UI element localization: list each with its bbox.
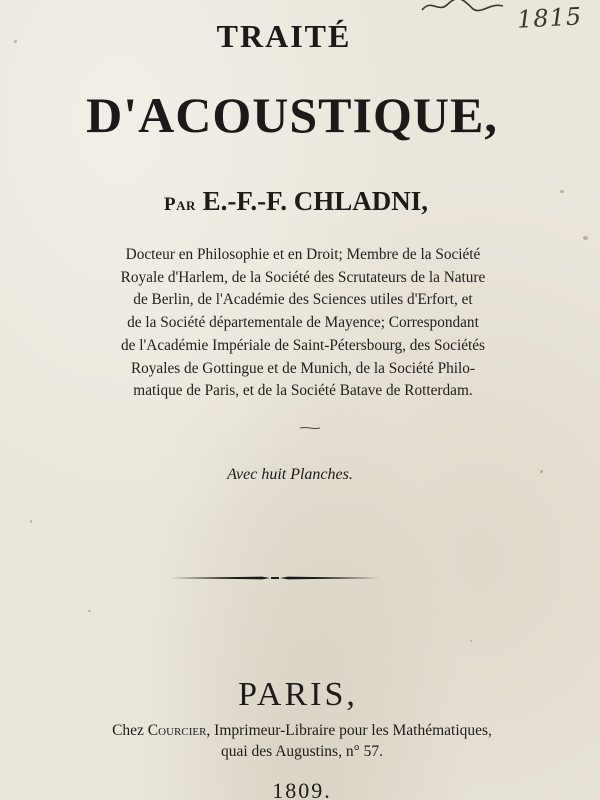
title-line-1: TRAITÉ — [216, 18, 352, 54]
author-credentials — [48, 244, 558, 403]
publisher-name: Courcier — [147, 722, 207, 739]
ornamental-rule — [170, 572, 380, 584]
ornament-dash — [300, 427, 320, 429]
author-line — [0, 186, 596, 217]
paper-speck — [470, 640, 472, 642]
author-prefix: Par — [164, 194, 196, 215]
credentials-line: de la Société départementale de Mayence; Correspondant — [127, 314, 479, 332]
publisher-address: quai des Augustins, n° 57. — [220, 743, 384, 760]
handwritten-scribble — [420, 0, 505, 16]
credentials-line: Docteur en Philosophie et en Droit; Membre de la Société — [125, 246, 481, 263]
publisher-prefix: Chez — [112, 722, 144, 739]
title-line-2: D'ACOUSTIQUE, — [86, 87, 498, 143]
imprint-year: 1809. — [272, 778, 332, 800]
imprint-city: PARIS, — [238, 676, 358, 713]
credentials-line: Royale d'Harlem, de la Société des Scrutateurs de la Nature — [120, 268, 486, 286]
credentials-line: de Berlin, de l'Académie des Sciences utiles d'Erfort, et — [133, 291, 473, 309]
paper-speck — [30, 520, 32, 523]
plates-note: Avec huit Planches. — [227, 466, 353, 483]
credentials-line: de l'Académie Impériale de Saint-Pétersbourg, des Sociétés — [121, 336, 485, 354]
paper-speck — [583, 236, 588, 240]
publisher-line — [32, 720, 572, 741]
author-name: E.-F.-F. CHLADNI, — [202, 186, 428, 216]
imprint-publisher — [32, 720, 572, 762]
handwritten-year: 1815 — [516, 2, 583, 34]
credentials-line: matique de Paris, et de la Société Batave de Rotterdam. — [133, 382, 473, 400]
credentials-line: Royales de Gottingue et de Munich, de la Société Philo- — [130, 359, 476, 377]
publisher-description: , Imprimeur-Libraire pour les Mathématiques, — [206, 722, 492, 739]
paper-speck — [88, 610, 91, 612]
